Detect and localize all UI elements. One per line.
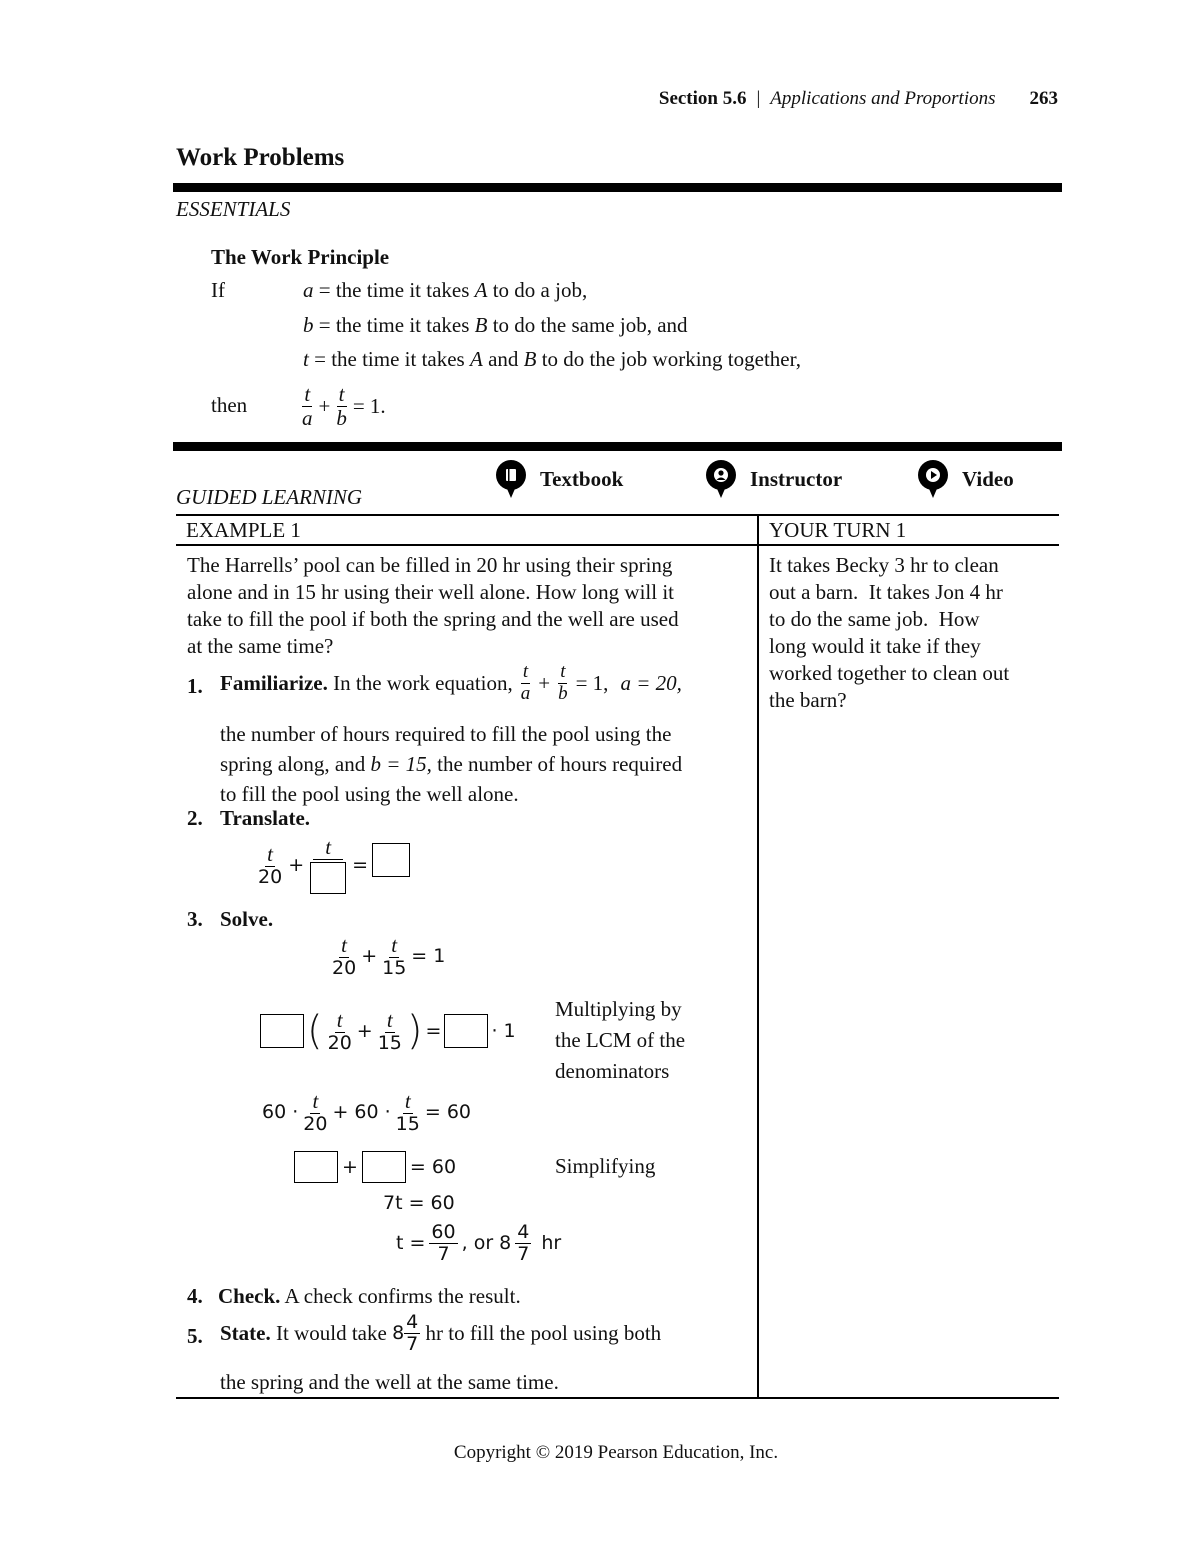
step-line: spring along, and [220, 752, 371, 776]
if-label: If [211, 278, 225, 302]
fraction [429, 1222, 457, 1265]
denominator: 7 [406, 1332, 419, 1355]
var-t: t [303, 347, 309, 371]
numerator: t [336, 1007, 343, 1032]
step-number: 4. [187, 1284, 203, 1308]
step-number: 5. [187, 1324, 203, 1348]
def-text: the time it takes [331, 347, 470, 371]
step4 [187, 1284, 521, 1309]
instructor-label: Instructor [750, 466, 843, 491]
denominator: 7 [517, 1242, 530, 1265]
numerator: t [338, 382, 345, 406]
who: B [474, 313, 488, 337]
solve-line-2 [260, 1008, 516, 1054]
solve-line-6 [396, 1222, 561, 1265]
step-text: A check confirms the result. [280, 1284, 521, 1308]
fraction [394, 1090, 422, 1135]
plus-sign: + [288, 854, 305, 877]
equation-rhs: = 1, [575, 670, 609, 695]
instructor-resource[interactable] [706, 460, 842, 498]
mixed-whole: , or 8 [461, 1232, 512, 1255]
problem-line: at the same time? [187, 634, 334, 658]
b-value: b = 15, [370, 752, 432, 776]
problem-line: to do the same job. How [769, 607, 980, 631]
note-line: the LCM of the [555, 1028, 686, 1052]
section-rule [173, 442, 1062, 451]
table-top-rule [176, 514, 1059, 516]
translate-equation [256, 836, 410, 894]
work-formula [300, 383, 386, 430]
table-column-divider [757, 514, 759, 1398]
definition-t [303, 347, 801, 372]
who: B [523, 347, 537, 371]
var-a: a [303, 278, 314, 302]
equation-lhs: t = [396, 1232, 426, 1255]
fraction [308, 836, 348, 894]
step-number: 1. [187, 674, 203, 698]
textbook-resource[interactable] [496, 460, 623, 498]
fraction [326, 1009, 354, 1054]
def-text: the time it takes [335, 278, 475, 302]
section-number: Section 5.6 [658, 88, 747, 109]
numerator: 4 [406, 1311, 419, 1333]
step-title: Solve. [220, 907, 274, 931]
numerator: t [313, 836, 343, 860]
book-icon [496, 460, 526, 498]
fraction [519, 662, 533, 705]
step-title: Check. [218, 1284, 281, 1308]
solve-note-lcm [555, 994, 685, 1087]
step-number: 3. [187, 907, 203, 931]
equals-sign: = [425, 1020, 442, 1042]
equation-rhs: = 60 [409, 1156, 457, 1178]
problem-line: worked together to clean out [769, 661, 1010, 685]
solve-line-5: 7t = 60 [383, 1192, 455, 1214]
step-text: It would take [270, 1320, 393, 1345]
plus-sign: + [342, 1156, 358, 1178]
eq: = [313, 313, 336, 337]
definition-a [303, 278, 587, 303]
def-text: to do the job working together, [536, 347, 801, 371]
guided-learning-label: GUIDED LEARNING [176, 485, 363, 509]
page-number: 263 [1029, 88, 1058, 109]
problem-line: long would it take if they [769, 634, 981, 658]
answer-box[interactable] [294, 1151, 338, 1183]
header-separator: | [756, 88, 761, 109]
fraction [380, 934, 408, 979]
video-resource[interactable] [918, 460, 1014, 498]
who: A [474, 278, 488, 302]
denominator: 15 [395, 1113, 420, 1136]
step1-heading [220, 662, 682, 705]
example-header: EXAMPLE 1 [186, 518, 301, 542]
example-problem [187, 552, 679, 660]
eq: = [313, 278, 336, 302]
numerator: t [404, 1089, 411, 1113]
def-text: and [482, 347, 524, 371]
step-title: Familiarize. [220, 670, 328, 695]
running-header [0, 88, 1058, 110]
numerator: t [312, 1089, 319, 1113]
video-label: Video [962, 466, 1014, 491]
fraction [300, 383, 315, 430]
equation-rhs: · 1 [491, 1020, 516, 1042]
fraction [404, 1312, 420, 1355]
table-header-rule [176, 544, 1059, 546]
your-turn-problem [769, 552, 1009, 714]
denominator: a [520, 682, 531, 704]
fraction [515, 1222, 531, 1265]
answer-box[interactable] [310, 862, 346, 894]
numerator: t [391, 933, 398, 957]
problem-line: It takes Becky 3 hr to clean [769, 553, 999, 577]
fraction [301, 1090, 329, 1135]
note-line: Multiplying by [555, 997, 682, 1021]
answer-box[interactable] [444, 1014, 488, 1048]
fraction [556, 662, 570, 705]
var-b: b [303, 313, 314, 337]
left-paren: ( [307, 1008, 323, 1054]
chapter-title: Applications and Proportions [770, 88, 996, 109]
step-text: hr to fill the pool using both [420, 1320, 662, 1345]
def-text: to do a job, [487, 278, 588, 302]
coefficient: + 60 · [332, 1101, 391, 1124]
numerator: t [560, 661, 566, 682]
denominator: 15 [377, 1031, 402, 1054]
problem-line: the barn? [769, 688, 847, 712]
denominator: 7 [437, 1242, 450, 1265]
formula-rhs: = 1. [352, 394, 386, 419]
equals-sign: = [352, 854, 369, 877]
solve-line-4 [294, 1151, 456, 1183]
fraction [256, 843, 284, 888]
unit: hr [541, 1232, 562, 1255]
essentials-label: ESSENTIALS [176, 197, 291, 221]
numerator: t [341, 933, 348, 957]
principle-title: The Work Principle [211, 245, 390, 269]
problem-line: The Harrells’ pool can be filled in 20 hr using their spring [187, 553, 673, 577]
numerator: 60 [431, 1221, 456, 1243]
play-icon [918, 460, 948, 498]
fraction [330, 934, 358, 979]
fraction [334, 383, 349, 430]
denominator: 15 [382, 957, 407, 980]
plus-sign: + [356, 1020, 373, 1042]
step1-body [220, 719, 682, 809]
textbook-label: Textbook [540, 466, 624, 491]
who: A [469, 347, 483, 371]
copyright-footer: Copyright © 2019 Pearson Education, Inc. [453, 1442, 779, 1463]
page-title: Work Problems [176, 144, 345, 171]
solve-line-3 [262, 1090, 471, 1135]
coefficient: 60 · [262, 1101, 299, 1124]
def-text: to do the same job, and [487, 313, 688, 337]
numerator: t [522, 661, 529, 682]
plus-sign: + [538, 670, 551, 695]
denominator: a [302, 406, 313, 431]
answer-box[interactable] [260, 1014, 304, 1048]
step-line: the number of hours required to fill the pool using the [220, 722, 672, 746]
step-text: In the work equation, [327, 670, 513, 695]
equation-rhs: = 1 [411, 945, 446, 968]
step-line: to fill the pool using the well alone. [220, 782, 519, 806]
eq: = [308, 347, 332, 371]
denominator: 20 [332, 957, 357, 980]
step5-line2: the spring and the well at the same time. [220, 1370, 559, 1394]
answer-box[interactable] [362, 1151, 406, 1183]
equation-rhs: = 60 [424, 1101, 471, 1124]
step-number: 2. [187, 806, 203, 830]
right-paren: ) [406, 1008, 423, 1054]
mixed-whole: 8 [392, 1322, 405, 1345]
solve-note-simplify: Simplifying [555, 1154, 656, 1178]
def-text: the time it takes [335, 313, 475, 337]
definition-b [303, 313, 688, 338]
numerator: t [304, 382, 311, 406]
numerator: t [267, 841, 274, 866]
problem-line: take to fill the pool if both the spring and the well are used [187, 607, 679, 631]
step-line: the number of hours required [431, 752, 683, 776]
denominator: b [558, 682, 568, 704]
denominator: b [336, 406, 347, 431]
fraction [376, 1009, 404, 1054]
plus-sign: + [318, 394, 331, 419]
denominator: 20 [327, 1031, 352, 1054]
title-rule [173, 183, 1062, 192]
note-line: denominators [555, 1059, 670, 1083]
your-turn-header: YOUR TURN 1 [769, 518, 907, 542]
step-title: State. [220, 1320, 271, 1345]
answer-box[interactable] [372, 843, 410, 877]
a-value: a = 20, [620, 670, 682, 695]
person-icon [706, 460, 736, 498]
table-bottom-rule [176, 1397, 1059, 1399]
denominator: 20 [303, 1113, 328, 1136]
step-title: Translate. [220, 806, 311, 830]
denominator: 20 [258, 865, 283, 888]
step5-line1 [220, 1312, 661, 1355]
problem-line: out a barn. It takes Jon 4 hr [769, 580, 1003, 604]
numerator: t [386, 1007, 393, 1032]
then-label: then [211, 393, 248, 417]
numerator: 4 [517, 1221, 530, 1243]
plus-sign: + [361, 945, 378, 968]
solve-line-1 [330, 934, 445, 979]
problem-line: alone and in 15 hr using their well alone. How long will it [187, 580, 674, 604]
